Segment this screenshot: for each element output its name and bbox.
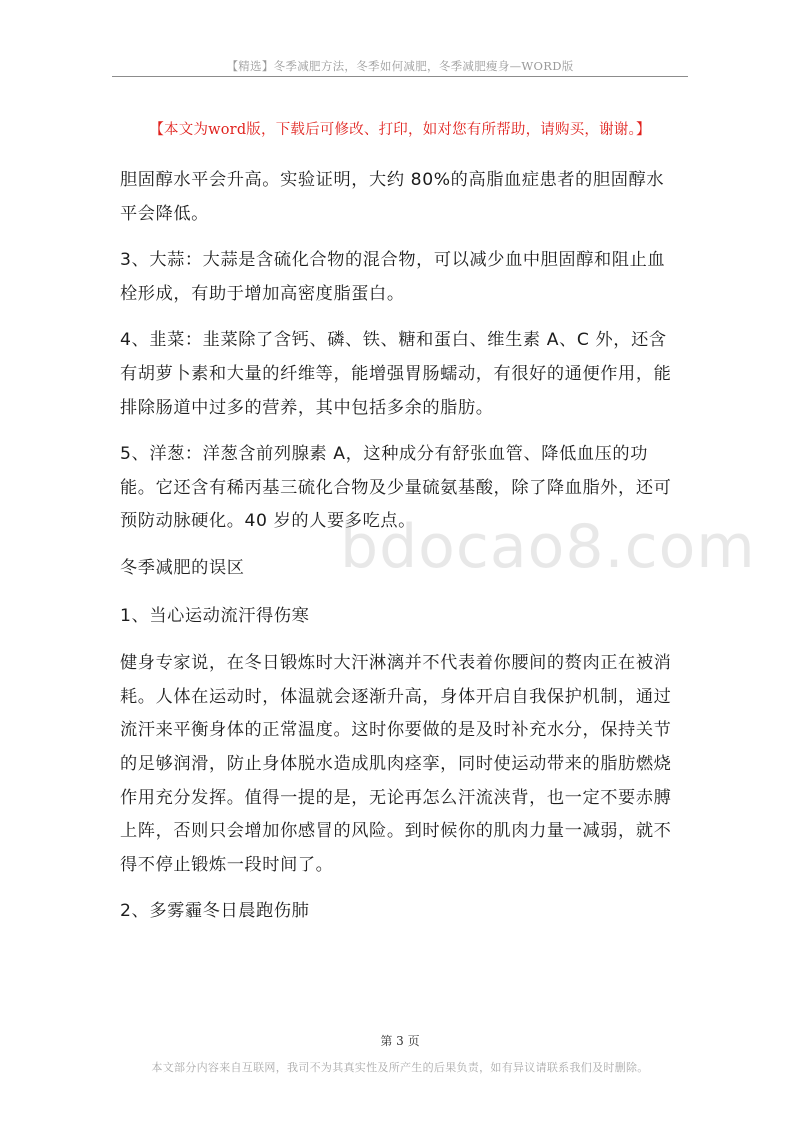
footer-disclaimer: 本文部分内容来自互联网，我司不为其真实性及所产生的后果负责，如有异议请联系我们及时删除。 <box>151 1061 649 1074</box>
paragraph-garlic: 3、大蒜：大蒜是含硫化合物的混合物，可以减少血中胆固醇和阻止血栓形成，有助于增加高密度脂蛋白。 <box>120 250 666 304</box>
subheading-sweat-cold: 1、当心运动流汗得伤寒 <box>120 605 310 626</box>
paragraph-cholesterol-continued: 胆固醇水平会升高。实验证明，大约 80%的高脂血症患者的胆固醇水平会降低。 <box>120 170 665 224</box>
document-body <box>120 164 680 942</box>
paragraph-onion: 5、洋葱：洋葱含前列腺素 A，这种成分有舒张血管、降低血压的功能。它还含有稀丙基三硫化合物及少量硫氨基酸，除了降血脂外，还可预防动脉硬化。40 岁的人要多吃点。 <box>120 444 672 532</box>
section-heading-winter-myths: 冬季减肥的误区 <box>120 557 245 578</box>
watermark-text: bdocao8.com <box>340 512 756 582</box>
paragraph-sweat-cold: 健身专家说，在冬日锻炼时大汗淋漓并不代表着你腰间的赘肉正在被消耗。人体在运动时，体温就会逐渐升高，身体开启自我保护机制，通过流汗来平衡身体的正常温度。这时你要做的是及时补充水分，保持关节的足够润滑，防止身体脱水造成肌肉痉挛，同时使运动带来的脂肪燃烧作用充分发挥。值得一提的是，无论再怎么汗流浃背，也一定不要赤膊上阵，否则只会增加你感冒的风险。到时候你的肌肉力量一减弱，就不得不停止锻炼一段时间了。 <box>120 653 672 875</box>
download-notice: 【本文为word版，下载后可修改、打印，如对您有所帮助，请购买，谢谢。】 <box>149 122 651 138</box>
subheading-smog-running: 2、多雾霾冬日晨跑伤肺 <box>120 901 310 922</box>
paragraph-chives: 4、韭菜：韭菜除了含钙、磷、铁、糖和蛋白、维生素 A、C 外，还含有胡萝卜素和大量的纤维等，能增强胃肠蠕动，有很好的通便作用，能排除肠道中过多的营养，其中包括多余的脂肪。 <box>120 330 672 418</box>
page-number: 第 3 页 <box>380 1034 420 1048</box>
page-header-title: 【精选】冬季减肥方法，冬季如何减肥，冬季减肥瘦身—WORD版 <box>226 59 574 73</box>
header-divider <box>112 76 688 77</box>
